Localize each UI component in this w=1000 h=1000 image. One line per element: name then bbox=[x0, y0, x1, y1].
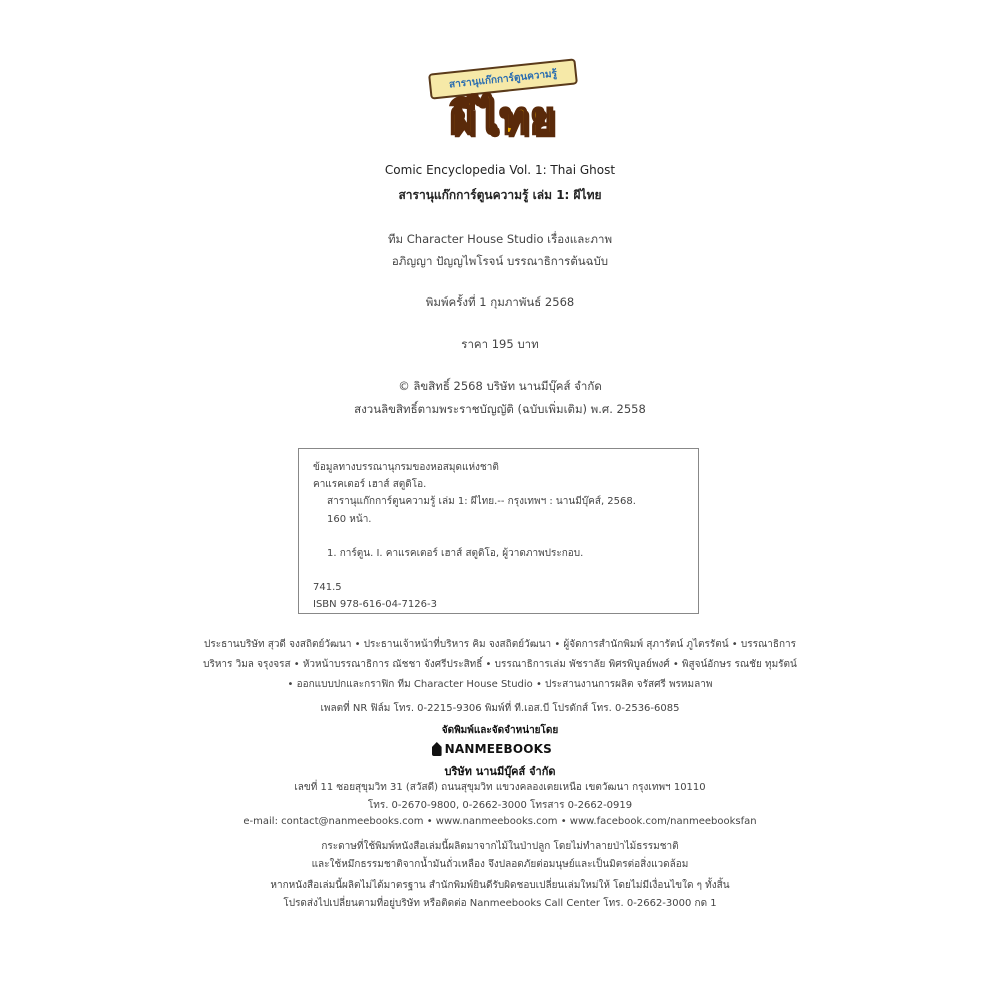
staff-line-1: ประธานบริษัท สุวดี จงสถิตย์วัฒนา • ประธานเจ้าหน้าที่บริหาร คิม จงสถิตย์วัฒนา • ผู้จัดการสำนักพิมพ์ สุภารัตน์ ภูไตรรัตน์ • บรรณาธิการ bbox=[203, 639, 797, 650]
note-line-3: หากหนังสือเล่มนี้ผลิตไม่ได้มาตรฐาน สำนักพิมพ์ยินดีรับผิดชอบเปลี่ยนเล่มใหม่ให้ โดยไม่มีเงื่อนไขใด ๆ ทั้งสิ้น bbox=[270, 880, 730, 891]
nanmeebooks-logo bbox=[432, 740, 552, 758]
staff-line-2: บริหาร วิมล จรุงจรส • หัวหน้าบรรณาธิการ ณัชชา จังศรีประสิทธิ์ • บรรณาธิการเล่ม พัชราลัย พิศรพิบูลย์พงศ์ • พิสูจน์อักษร รณชัย ทุมรัตน์ bbox=[203, 659, 797, 670]
cataloging-author: คาแรคเตอร์ เฮาส์ สตูดิโอ. bbox=[313, 479, 427, 490]
title-english: Comic Encyclopedia Vol. 1: Thai Ghost bbox=[384, 163, 616, 177]
staff-line-3: • ออกแบบปกและกราฟิก ทีม Character House Studio • ประสานงานการผลิต จรัสศรี พรหมลาพ bbox=[287, 679, 713, 690]
note-line-4: โปรดส่งไปเปลี่ยนตามที่อยู่บริษัท หรือติดต่อ Nanmeebooks Call Center โทร. 0-2662-3000 กด 1 bbox=[283, 898, 717, 909]
ship-icon bbox=[432, 742, 442, 756]
title-thai: สารานุแก๊กการ์ตูนความรู้ เล่ม 1: ผีไทย bbox=[398, 188, 602, 202]
logo-banner-text: สารานุแก๊กการ์ตูนความรู้ bbox=[448, 67, 558, 91]
publisher-phones: โทร. 0-2670-9800, 0-2662-3000 โทรสาร 0-2662-0919 bbox=[367, 800, 633, 811]
publisher-brand: NANMEEBOOKS bbox=[444, 742, 552, 756]
logo-title: ผีไทย bbox=[449, 93, 557, 144]
author-line: ทีม Character House Studio เรื่องและภาพ bbox=[387, 232, 613, 246]
cataloging-heading: ข้อมูลทางบรรณานุกรมของหอสมุดแห่งชาติ bbox=[313, 462, 499, 473]
publisher-address: เลขที่ 11 ซอยสุขุมวิท 31 (สวัสดี) ถนนสุขุมวิท แขวงคลองเตยเหนือ เขตวัฒนา กรุงเทพฯ 10110 bbox=[294, 782, 706, 793]
cataloging-isbn: ISBN 978-616-04-7126-3 bbox=[313, 599, 437, 610]
cataloging-title: สารานุแก๊กการ์ตูนความรู้ เล่ม 1: ผีไทย.-- กรุงเทพฯ : นานมีบุ๊คส์, 2568. bbox=[327, 496, 636, 507]
publisher-contact: e-mail: contact@nanmeebooks.com • www.nanmeebooks.com • www.facebook.com/nanmeebooksfan bbox=[243, 816, 757, 827]
book-logo bbox=[425, 62, 577, 148]
copyright-line: © ลิขสิทธิ์ 2568 บริษัท นานมีบุ๊คส์ จำกัด bbox=[398, 379, 602, 393]
edition-line: พิมพ์ครั้งที่ 1 กุมภาพันธ์ 2568 bbox=[425, 295, 575, 309]
note-line-1: กระดาษที่ใช้พิมพ์หนังสือเล่มนี้ผลิตมาจากไม้ในป่าปลูก โดยไม่ทำลายป่าไม้ธรรมชาติ bbox=[321, 841, 679, 852]
cataloging-box bbox=[298, 448, 699, 614]
price-line: ราคา 195 บาท bbox=[461, 337, 539, 351]
distributor-label: จัดพิมพ์และจัดจำหน่ายโดย bbox=[441, 725, 559, 736]
note-line-2: และใช้หมึกธรรมชาติจากน้ำมันถั่วเหลือง จึงปลอดภัยต่อมนุษย์และเป็นมิตรต่อสิ่งแวดล้อม bbox=[311, 859, 689, 870]
printing-line: เพลตที่ NR ฟิล์ม โทร. 0-2215-9306 พิมพ์ที่ ที.เอส.บี โปรดักส์ โทร. 0-2536-6085 bbox=[320, 703, 680, 714]
cataloging-subjects: 1. การ์ตูน. I. คาแรคเตอร์ เฮาส์ สตูดิโอ, ผู้วาดภาพประกอบ. bbox=[327, 548, 584, 559]
editor-line: อภิญญา ปัญญไพโรจน์ บรรณาธิการต้นฉบับ bbox=[391, 254, 609, 268]
cataloging-classification: 741.5 bbox=[313, 582, 342, 593]
publisher-company: บริษัท นานมีบุ๊คส์ จำกัด bbox=[444, 765, 556, 778]
rights-reserved-line: สงวนลิขสิทธิ์ตามพระราชบัญญัติ (ฉบับเพิ่มเติม) พ.ศ. 2558 bbox=[354, 402, 646, 416]
cataloging-pages: 160 หน้า. bbox=[327, 514, 372, 525]
